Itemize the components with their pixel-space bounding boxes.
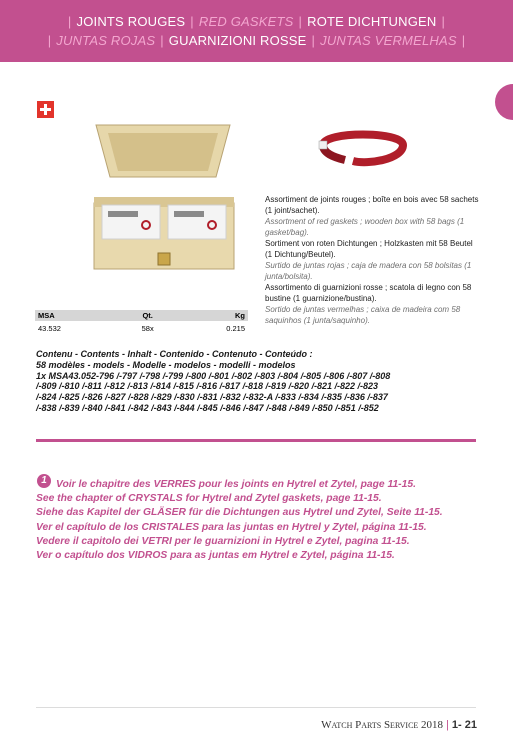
- description-it: Assortimento di guarnizioni rosse ; scatola di legno con 58 bustine (1 guarnizione/bustina).: [265, 283, 472, 303]
- note-line-en: See the chapter of CRYSTALS for Hytrel and Zytel gaskets, page 11-15.: [36, 493, 382, 505]
- header-separator: |: [461, 33, 466, 48]
- header-title-en: RED GASKETS: [198, 14, 294, 29]
- swiss-flag-icon: [37, 101, 54, 118]
- cell-msa: 43.532: [38, 324, 61, 333]
- product-description: [265, 194, 480, 326]
- description-es: Surtido de juntas rojas ; caja de madera con 58 bolsitas (1 junta/bolsita).: [265, 261, 472, 281]
- red-gasket-image: [313, 123, 413, 173]
- chapter-tab: [495, 84, 513, 120]
- models-line: 1x MSA43.052-796 /-797 /-798 /-799 /-800 /-801 /-802 /-803 /-804 /-805 /-806 /-807 /-808: [36, 370, 391, 381]
- models-heading: Contenu - Contents - Inhalt - Contenido - Contenuto - Conteúdo :: [36, 349, 313, 359]
- note-line-de: Siehe das Kapitel der GLÄSER für die Dichtungen aus Hytrel und Zytel, Seite 11-15.: [36, 507, 443, 519]
- column-header-qty: Qt.: [121, 310, 175, 321]
- header-separator: |: [67, 14, 72, 29]
- crystals-note: [36, 478, 506, 563]
- header-title-pt: JUNTAS VERMELHAS: [320, 33, 457, 48]
- column-header-kg: Kg: [174, 310, 248, 321]
- models-count: 58 modèles - models - Modelle - modelos - modelli - modelos: [36, 359, 296, 370]
- column-header-msa: MSA: [35, 310, 121, 321]
- cell-qty: 58x: [141, 324, 154, 333]
- models-line: /-809 /-810 /-811 /-812 /-813 /-814 /-815 /-816 /-817 /-818 /-819 /-820 /-821 /-822 /-823: [36, 381, 379, 392]
- header-line-1: [0, 14, 513, 29]
- footer-service: Watch Parts Service 2018: [321, 719, 444, 731]
- header-separator: |: [47, 33, 52, 48]
- header-title-it: GUARNIZIONI ROSSE: [168, 33, 307, 48]
- header-separator: |: [311, 33, 316, 48]
- note-line-pt: Ver o capítulo dos VIDROS para as juntas em Hytrel e Zytel, página 11-15.: [36, 550, 395, 562]
- note-line-fr: Voir le chapitre des VERRES pour les joints en Hytrel et Zytel, page 11-15.: [56, 479, 416, 490]
- header-title-es: JUNTAS ROJAS: [56, 33, 156, 48]
- footer-separator: |: [446, 719, 449, 731]
- page-footer: [321, 719, 477, 731]
- cell-kg: 0.215: [226, 324, 245, 333]
- header-separator: |: [190, 14, 194, 29]
- models-line: /-838 /-839 /-840 /-841 /-842 /-843 /-844 /-845 /-846 /-847 /-848 /-849 /-850 /-851 /-852: [36, 402, 379, 413]
- header-separator: |: [441, 14, 446, 29]
- header-separator: |: [298, 14, 303, 29]
- note-line-it: Vedere il capitolo dei VETRI per le guarnizioni in Hytrel e Zytel, pagina 11-15.: [36, 535, 410, 547]
- header-title-fr: JOINTS ROUGES: [76, 14, 186, 29]
- header-line-2: [0, 33, 513, 48]
- models-line: /-824 /-825 /-826 /-827 /-828 /-829 /-830 /-831 /-832 /-832-A /-833 /-834 /-835 /-836 /-837: [36, 392, 388, 403]
- page-header: [0, 0, 513, 62]
- page-number: 1- 21: [451, 719, 477, 731]
- table-row: [35, 321, 248, 336]
- description-pt: Sortido de juntas vermelhas ; caixa de madeira com 58 saquinhos (1 junta/saquinho).: [265, 305, 461, 325]
- footer-divider: [36, 707, 476, 708]
- models-list: [36, 349, 486, 414]
- description-de: Sortiment von roten Dichtungen ; Holzkasten mit 58 Beutel (1 Dichtung/Beutel).: [265, 239, 473, 259]
- info-circle-icon: 1: [37, 474, 51, 488]
- note-line-es: Ver el capítulo de los CRISTALES para las juntas en Hytrel y Zytel, página 11-15.: [36, 521, 427, 533]
- description-en: Assortment of red gaskets ; wooden box with 58 bags (1 gasket/bag).: [265, 217, 465, 237]
- wooden-box-image: [88, 105, 240, 275]
- header-separator: |: [160, 33, 164, 48]
- description-fr: Assortiment de joints rouges ; boîte en bois avec 58 sachets (1 joint/sachet).: [265, 195, 479, 215]
- header-title-de: ROTE DICHTUNGEN: [307, 14, 437, 29]
- product-table: [35, 310, 248, 336]
- section-divider: [36, 439, 476, 442]
- table-header-row: [35, 310, 248, 321]
